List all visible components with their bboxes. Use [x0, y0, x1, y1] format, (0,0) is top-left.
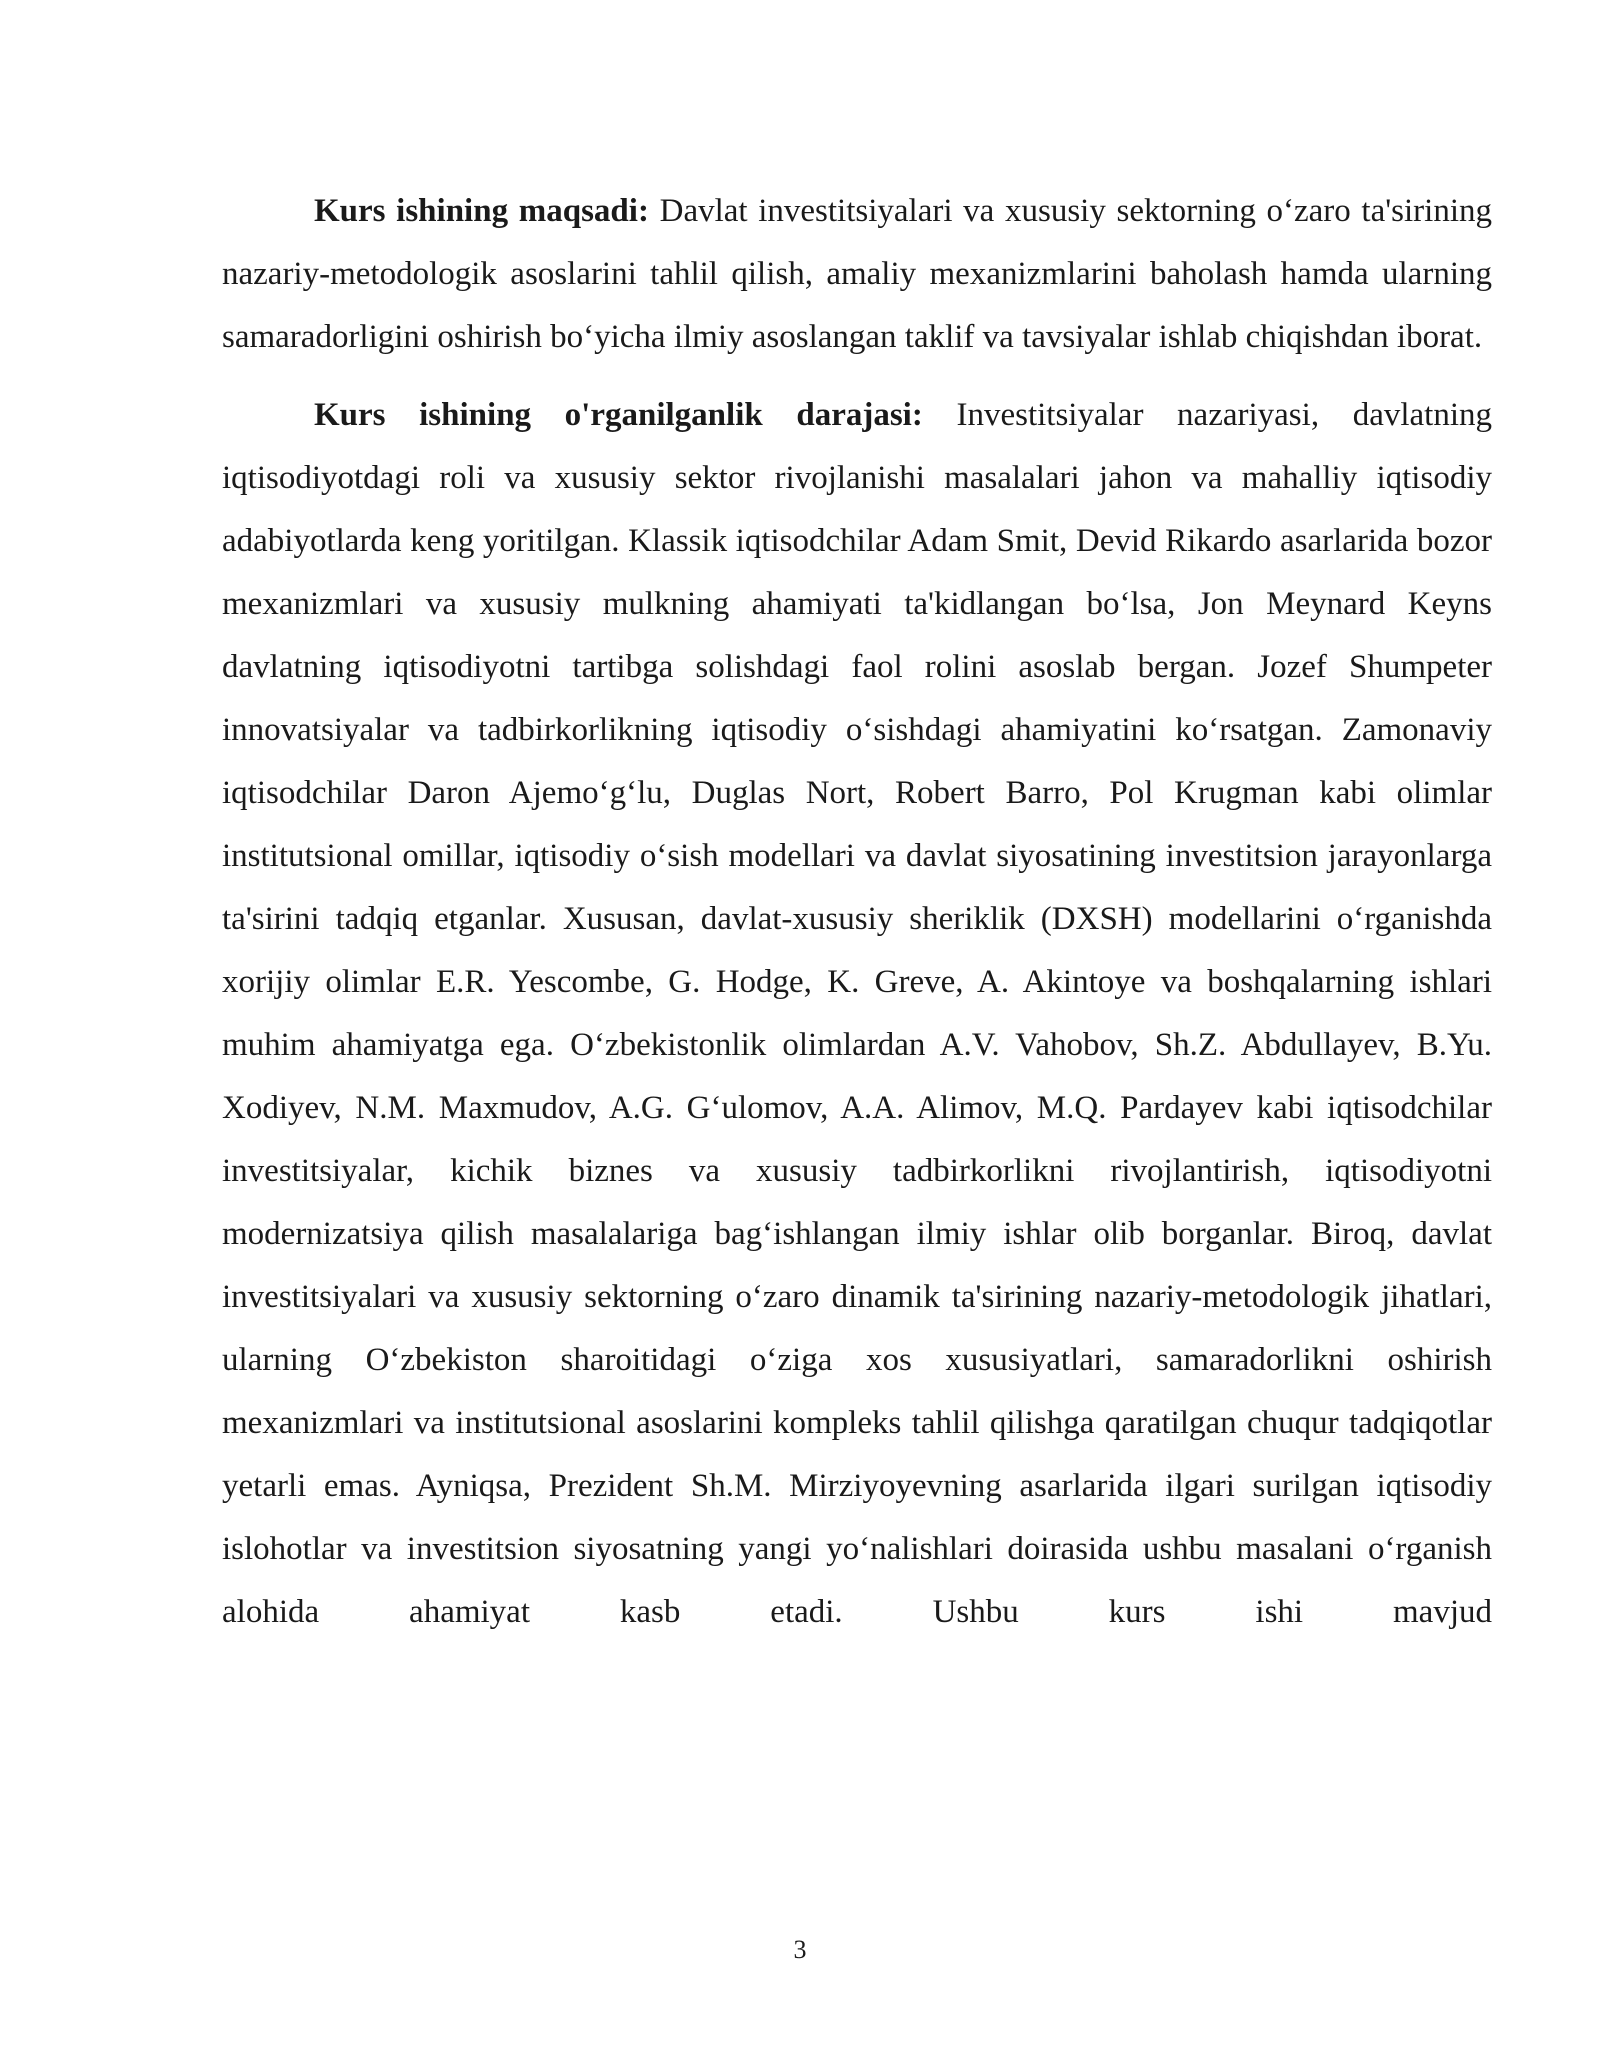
paragraph-objective — [222, 180, 1492, 369]
literature-review-text: Investitsiyalar nazariyasi, davlatning iqtisodiyotdagi roli va xususiy sektor rivojlanishi masalalari jahon va mahalliy iqtisodiy adabiyotlarda keng yoritilgan. Klassik iqtisodchilar Adam Smit, Devid Rikardo asarlarida bozor mexanizmlari va xususiy mulkning ahamiyati ta'kidlangan bo‘lsa, Jon Meynard Keyns davlatning iqtisodiyotni tartibga solishdagi faol rolini asoslab bergan. Jozef Shumpeter innovatsiyalar va tadbirkorlikning iqtisodiy o‘sishdagi ahamiyatini ko‘rsatgan. Zamonaviy iqtisodchilar Daron Ajemo‘g‘lu, Duglas Nort, Robert Barro, Pol Krugman kabi olimlar institutsional omillar, iqtisodiy o‘sish modellari va davlat siyosatining investitsion jarayonlarga ta'sirini tadqiq etganlar. Xususan, davlat-xususiy sheriklik (DXSH) modellarini o‘rganishda xorijiy olimlar E.R. Yescombe, G. Hodge, K. Greve, A. Akintoye va boshqalarning ishlari muhim ahamiyatga ega. O‘zbekistonlik olimlardan A.V. Vahobov, Sh.Z. Abdullayev, B.Yu. Xodiyev, N.M. Maxmudov, A.G. G‘ulomov, A.A. Alimov, M.Q. Pardayev kabi iqtisodchilar investitsiyalar, kichik biznes va xususiy tadbirkorlikni rivojlantirish, iqtisodiyotni modernizatsiya qilish masalalariga bag‘ishlangan ilmiy ishlar olib borganlar. Biroq, davlat investitsiyalari va xususiy sektorning o‘zaro dinamik ta'sirining nazariy-metodologik jihatlari, ularning O‘zbekiston sharoitidagi o‘ziga xos xususiyatlari, samaradorlikni oshirish mexanizmlari va institutsional asoslarini kompleks tahlil qilishga qaratilgan chuqur tadqiqotlar yetarli emas. Ayniqsa, Prezident Sh.M. Mirziyoyevning asarlarida ilgari surilgan iqtisodiy islohotlar va investitsion siyosatning yangi yo‘nalishlari doirasida ushbu masalani o‘rganish alohida ahamiyat kasb etadi. Ushbu kurs ishi mavjud — [222, 397, 1492, 1630]
page-number: 3 — [793, 1935, 807, 1964]
literature-review-heading: Kurs ishining o'rganilganlik darajasi: — [314, 397, 923, 433]
paragraph-literature-review — [222, 384, 1492, 1833]
objective-text: Davlat investitsiyalari va xususiy sektorning o‘zaro ta'sirining nazariy-metodologik asoslarini tahlil qilish, amaliy mexanizmlarini baholash hamda ularning samaradorligini oshirish bo‘yicha ilmiy asoslangan taklif va tavsiyalar ishlab chiqishdan iborat. — [222, 193, 1492, 355]
objective-heading: Kurs ishining maqsadi: — [314, 193, 649, 229]
body-text — [222, 180, 1492, 1833]
